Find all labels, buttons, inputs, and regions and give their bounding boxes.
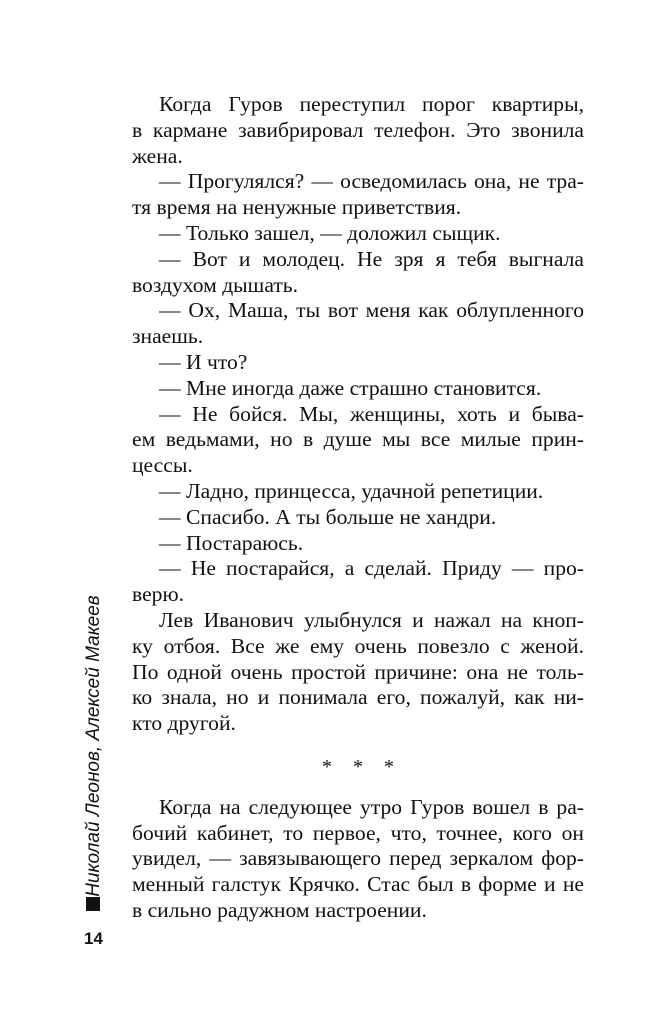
running-head-text: Николай Леонов, Алексей Макеев xyxy=(83,595,104,897)
page-marker-square xyxy=(86,897,100,911)
text-line: менный галстук Крячко. Стас был в форме и не xyxy=(132,872,584,897)
text-line: воздухом дышать. xyxy=(132,272,299,297)
text-line: — Ладно, принцесса, удачной репетиции. xyxy=(159,478,544,503)
text-line: ку отбоя. Все же ему очень повезло с женой. xyxy=(132,633,584,658)
text-line: — Постараюсь. xyxy=(159,530,304,555)
text-line: жена. xyxy=(132,143,183,168)
text-line: — И что? xyxy=(159,349,248,374)
text-line: — Мне иногда даже страшно становится. xyxy=(159,375,542,400)
section-separator: * * * xyxy=(322,755,402,778)
text-line: По одной очень простой причине: она не толь- xyxy=(132,659,584,684)
text-line: — Прогулялся? — осведомилась она, не тра- xyxy=(159,169,584,194)
text-line: цессы. xyxy=(132,453,193,478)
text-line: ем ведьмами, но в душе мы все милые прин- xyxy=(132,427,584,452)
running-head xyxy=(83,595,104,897)
text-line: — Только зашел, — доложил сыщик. xyxy=(159,220,501,245)
text-line: — Не постарайся, а сделай. Приду — про- xyxy=(159,556,584,581)
text-line: — Спасибо. А ты больше не хандри. xyxy=(159,504,497,529)
text-line: в кармане завибрировал телефон. Это звонила xyxy=(132,117,584,142)
main-text xyxy=(132,92,584,924)
text-line: кто другой. xyxy=(132,711,236,736)
text-line: ко знала, но и понимала его, пожалуй, как ни- xyxy=(132,685,584,710)
text-line: бочий кабинет, то первое, что, точнее, кого он xyxy=(132,820,584,845)
text-line: в сильно радужном настроении. xyxy=(132,897,427,922)
text-line: Когда Гуров переступил порог квартиры, xyxy=(159,92,584,116)
text-line: тя время на ненужные приветствия. xyxy=(132,195,462,220)
text-line: Когда на следующее утро Гуров вошел в ра- xyxy=(159,794,584,819)
text-line: — Ох, Маша, ты вот меня как облупленного xyxy=(159,298,584,323)
text-line: — Не бойся. Мы, женщины, хоть и быва- xyxy=(159,401,584,426)
text-line: знаешь. xyxy=(132,324,204,349)
text-line: верю. xyxy=(132,582,184,607)
text-line: увидел, — завязывающего перед зеркалом фор- xyxy=(132,846,584,871)
text-line: Лев Иванович улыбнулся и нажал на кноп- xyxy=(159,607,584,632)
page-number: 14 xyxy=(84,929,103,948)
text-line: — Вот и молодец. Не зря я тебя выгнала xyxy=(159,246,584,271)
